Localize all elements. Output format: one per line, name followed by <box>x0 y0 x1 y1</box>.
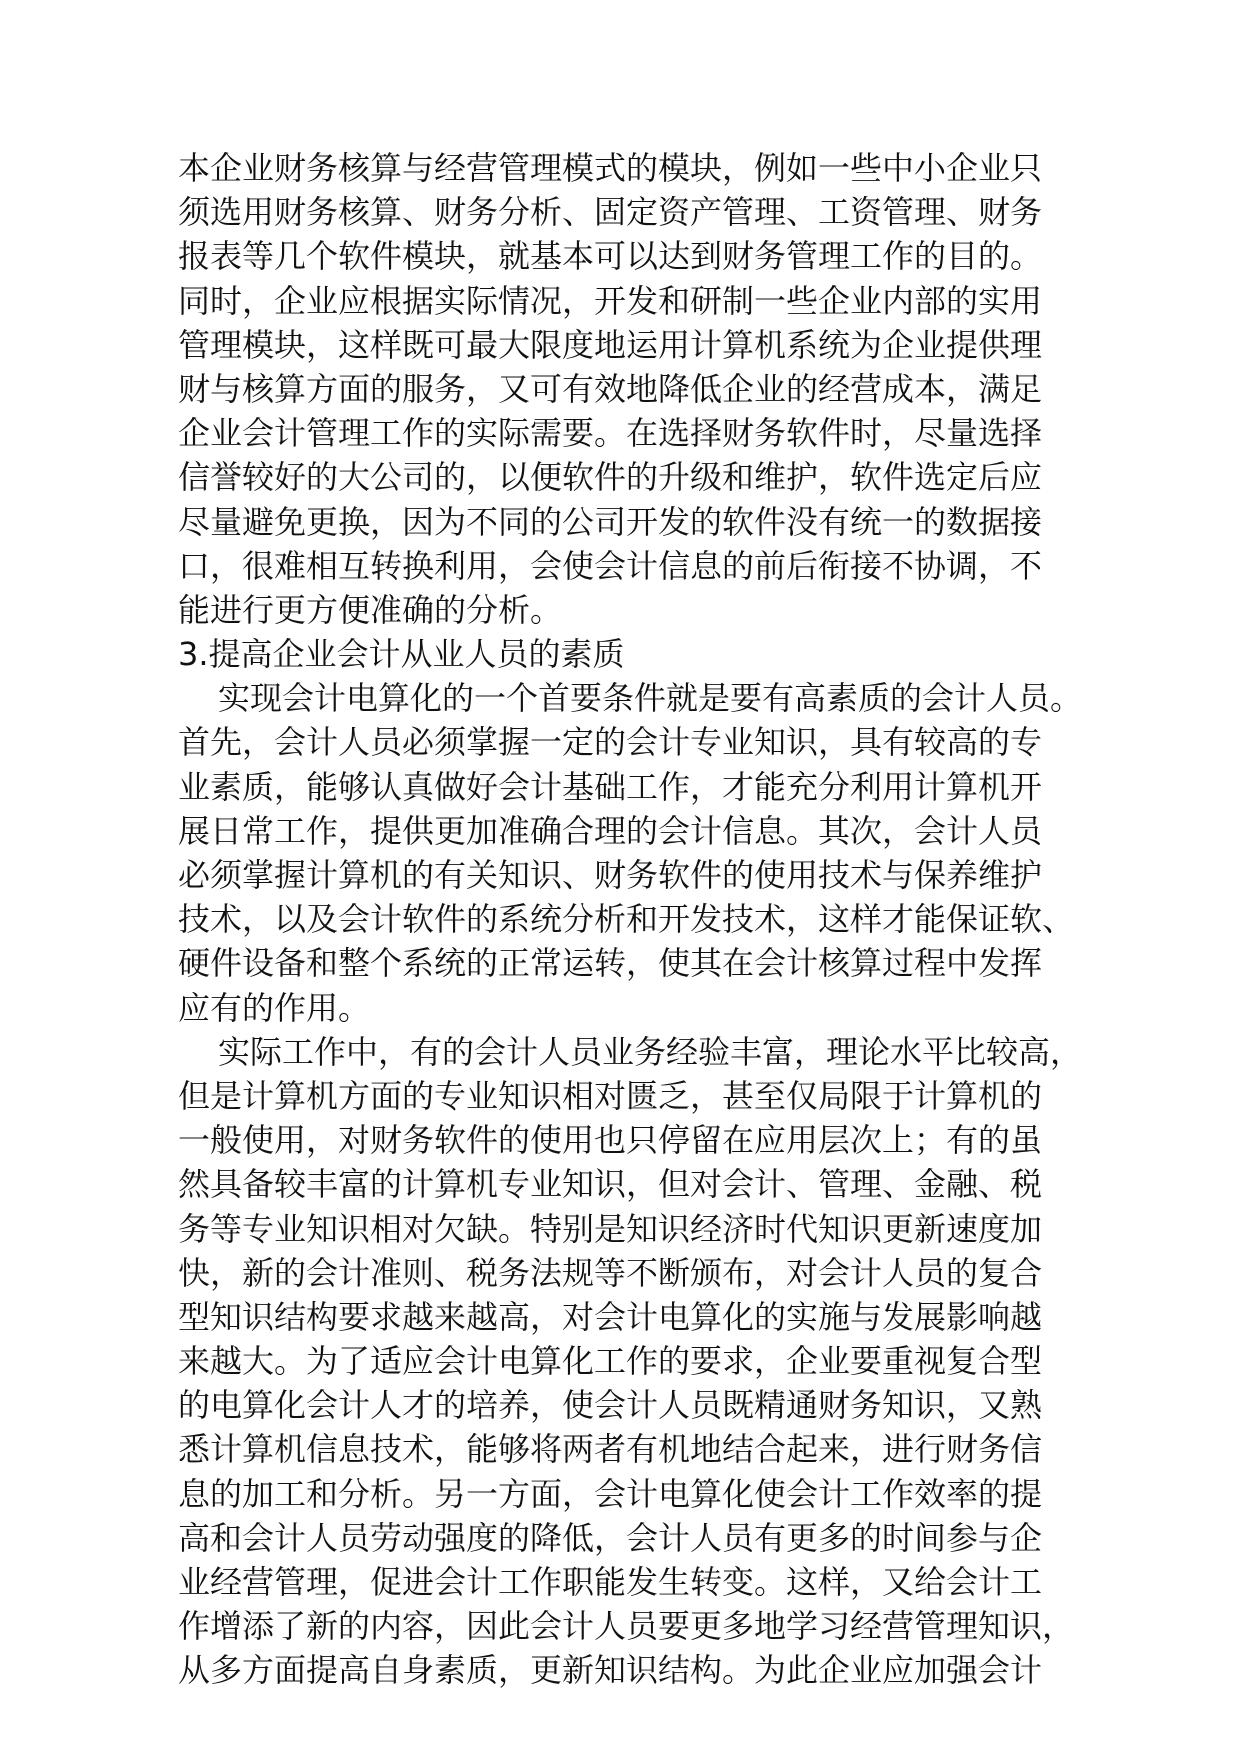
text-line: 3.提高企业会计从业人员的素质 <box>178 635 625 674</box>
document-body <box>178 146 1083 1693</box>
text-line: 业素质，能够认真做好会计基础工作，才能充分利用计算机开 <box>178 767 1043 806</box>
text-line: 悉计算机信息技术，能够将两者有机地结合起来，进行财务信 <box>178 1430 1043 1469</box>
text-line: 尽量避免更换，因为不同的公司开发的软件没有统一的数据接 <box>178 502 1043 541</box>
text-line: 展日常工作，提供更加准确合理的会计信息。其次，会计人员 <box>178 811 1043 850</box>
text-line: 硬件设备和整个系统的正常运转，使其在会计核算过程中发挥 <box>178 944 1043 983</box>
text-line: 实际工作中，有的会计人员业务经验丰富，理论水平比较高， <box>218 1032 1083 1071</box>
text-line: 本企业财务核算与经营管理模式的模块，例如一些中小企业只 <box>178 149 1043 187</box>
text-line: 管理模块，这样既可最大限度地运用计算机系统为企业提供理 <box>178 325 1043 364</box>
document-page <box>178 146 1083 1693</box>
text-line: 然具备较丰富的计算机专业知识，但对会计、管理、金融、税 <box>178 1165 1043 1204</box>
text-line: 一般使用，对财务软件的使用也只停留在应用层次上；有的虽 <box>178 1121 1043 1160</box>
text-line: 信誉较好的大公司的，以便软件的升级和维护，软件选定后应 <box>178 458 1043 497</box>
text-line: 口，很难相互转换利用，会使会计信息的前后衔接不协调，不 <box>178 546 1043 585</box>
text-line: 高和会计人员劳动强度的降低，会计人员有更多的时间参与企 <box>178 1518 1043 1557</box>
text-line: 必须掌握计算机的有关知识、财务软件的使用技术与保养维护 <box>178 856 1043 894</box>
text-line: 来越大。为了适应会计电算化工作的要求，企业要重视复合型 <box>178 1342 1043 1381</box>
text-line: 但是计算机方面的专业知识相对匮乏，甚至仅局限于计算机的 <box>178 1076 1043 1115</box>
text-line: 财与核算方面的服务，又可有效地降低企业的经营成本，满足 <box>178 369 1043 408</box>
text-line: 企业会计管理工作的实际需要。在选择财务软件时，尽量选择 <box>178 414 1043 453</box>
text-line: 实现会计电算化的一个首要条件就是要有高素质的会计人员。 <box>218 679 1083 718</box>
text-line: 型知识结构要求越来越高，对会计电算化的实施与发展影响越 <box>178 1297 1043 1336</box>
text-line: 的电算化会计人才的培养，使会计人员既精通财务知识，又熟 <box>178 1386 1043 1425</box>
text-line: 务等专业知识相对欠缺。特别是知识经济时代知识更新速度加 <box>178 1209 1043 1248</box>
text-line: 应有的作用。 <box>178 988 371 1027</box>
text-line: 同时，企业应根据实际情况，开发和研制一些企业内部的实用 <box>178 281 1043 320</box>
text-line: 业经营管理，促进会计工作职能发生转变。这样，又给会计工 <box>178 1563 1043 1601</box>
text-line: 快，新的会计准则、税务法规等不断颁布，对会计人员的复合 <box>178 1253 1043 1292</box>
text-line: 能进行更方便准确的分析。 <box>178 590 563 629</box>
text-line: 作增添了新的内容，因此会计人员要更多地学习经营管理知识， <box>178 1607 1075 1646</box>
text-line: 从多方面提高自身素质，更新知识结构。为此企业应加强会计 <box>178 1651 1043 1690</box>
text-line: 报表等几个软件模块，就基本可以达到财务管理工作的目的。 <box>178 237 1043 276</box>
text-line: 须选用财务核算、财务分析、固定资产管理、工资管理、财务 <box>178 193 1043 232</box>
text-line: 息的加工和分析。另一方面，会计电算化使会计工作效率的提 <box>178 1474 1043 1513</box>
text-line: 技术，以及会计软件的系统分析和开发技术，这样才能保证软、 <box>178 900 1075 939</box>
text-line: 首先，会计人员必须掌握一定的会计专业知识，具有较高的专 <box>178 723 1043 762</box>
